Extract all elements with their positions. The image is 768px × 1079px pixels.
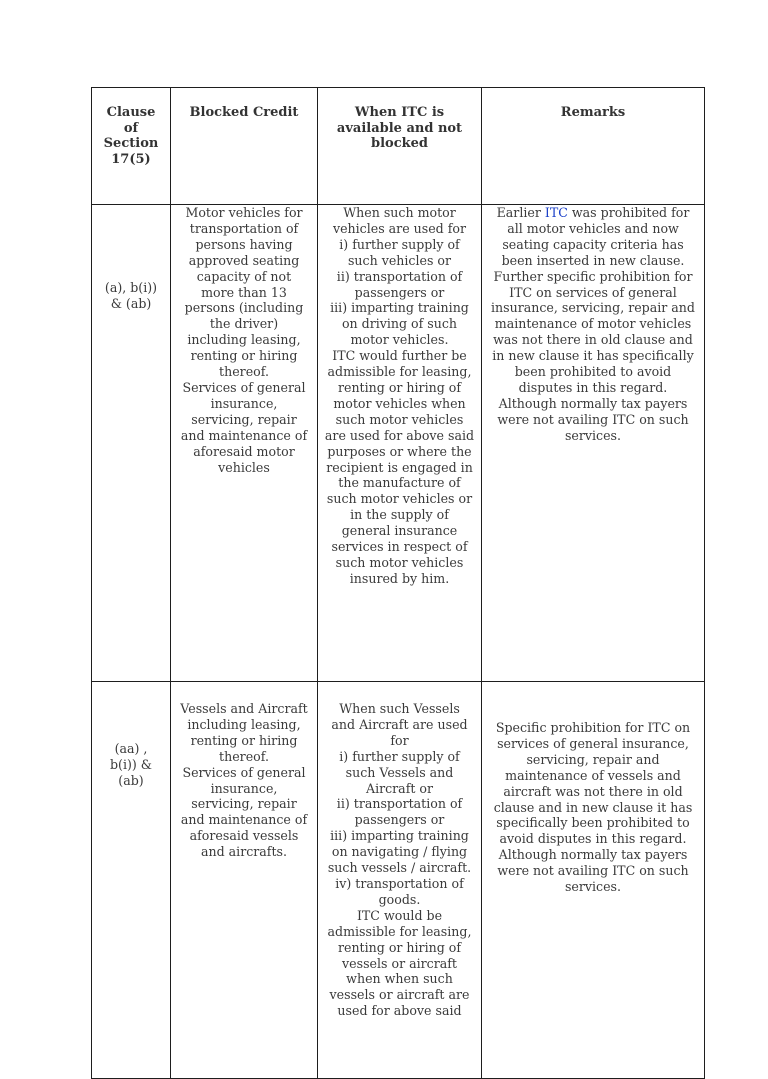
text-line: such vessels / aircraft. <box>327 860 472 876</box>
text-line: renting or hiring <box>190 348 298 364</box>
header-row <box>92 88 705 205</box>
text-line: ii) transportation of <box>336 796 463 812</box>
text-line: approved seating <box>188 252 300 268</box>
text-line: were not availing ITC on such <box>497 411 689 427</box>
text-line: are used for above said <box>324 427 475 443</box>
text-line: services. <box>564 427 622 443</box>
text-line: Services of general <box>182 764 306 780</box>
text-line: Although normally tax payers <box>498 847 688 863</box>
text-line: services of general insurance, <box>497 735 689 751</box>
text-line: renting or hiring of <box>337 939 462 955</box>
text-line: servicing, repair and <box>526 751 660 767</box>
text-line: for <box>390 732 409 748</box>
text-line: goods. <box>378 891 421 907</box>
text-line: Services of general <box>182 379 306 395</box>
text-line: servicing, repair <box>191 411 297 427</box>
text-line: ITC on services of general <box>509 284 677 300</box>
text-line: admissible for leasing, <box>327 923 472 939</box>
text-line: ii) transportation of <box>336 268 463 284</box>
text-line: such vehicles or <box>347 252 452 268</box>
text-line: was not there in old clause and <box>493 332 693 348</box>
text-line: b(i)) & <box>109 756 153 772</box>
text-line: insurance, <box>210 395 278 411</box>
text-line: been inserted in new clause. <box>501 252 685 268</box>
text-line: on driving of such <box>341 316 458 332</box>
text-line: (aa) , <box>114 741 148 756</box>
text-line: in new clause it has specifically <box>492 348 694 364</box>
text-line: motor vehicles when <box>333 395 466 411</box>
text-line: and maintenance of <box>180 812 308 828</box>
text-line: iii) imparting training <box>330 828 469 844</box>
text-line: i) further supply of <box>339 236 460 252</box>
text-line: vessels or aircraft are <box>329 987 470 1003</box>
text-line: vessels or aircraft <box>342 955 457 971</box>
text-line: Vessels and Aircraft <box>180 701 308 716</box>
text-line: aforesaid vessels <box>189 828 299 844</box>
text-line: general insurance <box>341 523 458 539</box>
text-line: services. <box>564 879 622 895</box>
text-line: in the supply of <box>350 507 449 523</box>
text-line: renting or hiring of <box>337 379 462 395</box>
text-line: seating capacity criteria has <box>502 236 684 252</box>
text-line: insured by him. <box>349 570 450 586</box>
text-line: such Vessels and <box>345 764 454 780</box>
text-line: thereof. <box>219 748 269 764</box>
row1-clause: (a), b(i)) & (ab) <box>92 205 171 682</box>
text-line: and maintenance of <box>180 427 308 443</box>
table-row <box>92 682 705 1079</box>
text-line: servicing, repair <box>191 796 297 812</box>
text-line: the manufacture of <box>338 475 461 491</box>
text-line: on navigating / flying <box>331 844 468 860</box>
header-remarks: Remarks <box>482 88 705 205</box>
text-line: capacity of not <box>196 268 292 284</box>
header-clause: Clause of Section 17(5) <box>92 88 171 205</box>
text-line: thereof. <box>219 364 269 380</box>
text-line: clause and in new clause it has <box>493 799 693 815</box>
text-line: admissible for leasing, <box>327 364 472 380</box>
header-when-itc: When ITC is available and not blocked <box>318 88 482 205</box>
text-line: aforesaid motor <box>193 443 295 459</box>
text-line: and Aircraft are used <box>331 716 468 732</box>
blocked-credit-table <box>91 87 705 1079</box>
text-line: vehicles <box>218 459 270 475</box>
text-line: (ab) <box>118 772 144 788</box>
text-line: maintenance of vessels and <box>505 767 681 783</box>
text-line: specifically been prohibited to <box>496 815 690 831</box>
row1-blocked-credit <box>171 205 318 682</box>
text-line: passengers or <box>354 284 445 300</box>
header-blocked-credit: Blocked Credit <box>171 88 318 205</box>
text-line: including leasing, <box>187 716 301 732</box>
text-line: Motor vehicles for <box>185 205 303 220</box>
text-line: passengers or <box>354 812 445 828</box>
itc-link[interactable]: ITC <box>544 205 568 220</box>
text-line: iii) imparting training <box>330 300 469 316</box>
text-line: all motor vehicles and now <box>507 220 679 236</box>
row2-blocked-credit <box>171 682 318 1079</box>
text-line: ITC would further be <box>332 348 467 364</box>
text-line: including leasing, <box>187 332 301 348</box>
text-line: insurance, <box>210 780 278 796</box>
text-line: used for above said <box>337 1003 462 1019</box>
text-line: when when such <box>346 971 453 987</box>
text-line: such motor vehicles or <box>326 491 473 507</box>
text-line: more than 13 <box>201 284 287 300</box>
text-line: services in respect of <box>331 539 468 555</box>
text-line: Specific prohibition for ITC on <box>495 720 691 735</box>
text-line: persons (including <box>184 300 304 316</box>
text-line: Further specific prohibition for <box>493 268 693 284</box>
text-line: iv) transportation of <box>335 875 464 891</box>
row2-remarks <box>482 682 705 1079</box>
text-line: disputes in this regard. <box>518 379 668 395</box>
text-line: insurance, servicing, repair and <box>491 300 695 316</box>
text-line: maintenance of motor vehicles <box>494 316 692 332</box>
text-line: transportation of <box>189 220 299 236</box>
text-line: vehicles are used for <box>332 220 467 236</box>
text-line: ITC would be <box>356 907 443 923</box>
text-line: such motor vehicles <box>335 411 464 427</box>
text-line: such motor vehicles <box>335 554 464 570</box>
text-line: i) further supply of <box>339 748 460 764</box>
text-line: purposes or where the <box>327 443 472 459</box>
text-line: were not availing ITC on such <box>497 863 689 879</box>
text-line: When such Vessels <box>339 701 460 716</box>
text-line: motor vehicles. <box>350 332 449 348</box>
text-line: been prohibited to avoid <box>514 364 672 380</box>
text-line: renting or hiring <box>190 732 298 748</box>
row1-when-itc <box>318 205 482 682</box>
text-line: and aircrafts. <box>200 844 287 860</box>
table-row <box>92 205 705 682</box>
text-line: When such motor <box>343 205 456 220</box>
row1-remarks: Earlier ITC was prohibited for all motor vehicles and now seating capacity criteria has been inserted in new clause. Further specific prohibition for ITC on services of general insurance, servicing, repair and maintenance of motor vehicles was not there in old clause and in new clause it has specifically been prohibited to avoid disputes in this regard. Although normally tax payers were not availing ITC on such services. <box>482 205 705 682</box>
text-line: Aircraft or <box>365 780 434 796</box>
text-line: Although normally tax payers <box>498 395 688 411</box>
row2-clause <box>92 682 171 1079</box>
text-line: avoid disputes in this regard. <box>499 831 687 847</box>
text-line: aircraft was not there in old <box>503 783 683 799</box>
text-line: recipient is engaged in <box>326 459 473 475</box>
row2-when-itc <box>318 682 482 1079</box>
text-line: persons having <box>195 236 293 252</box>
text-line: the driver) <box>209 316 279 332</box>
